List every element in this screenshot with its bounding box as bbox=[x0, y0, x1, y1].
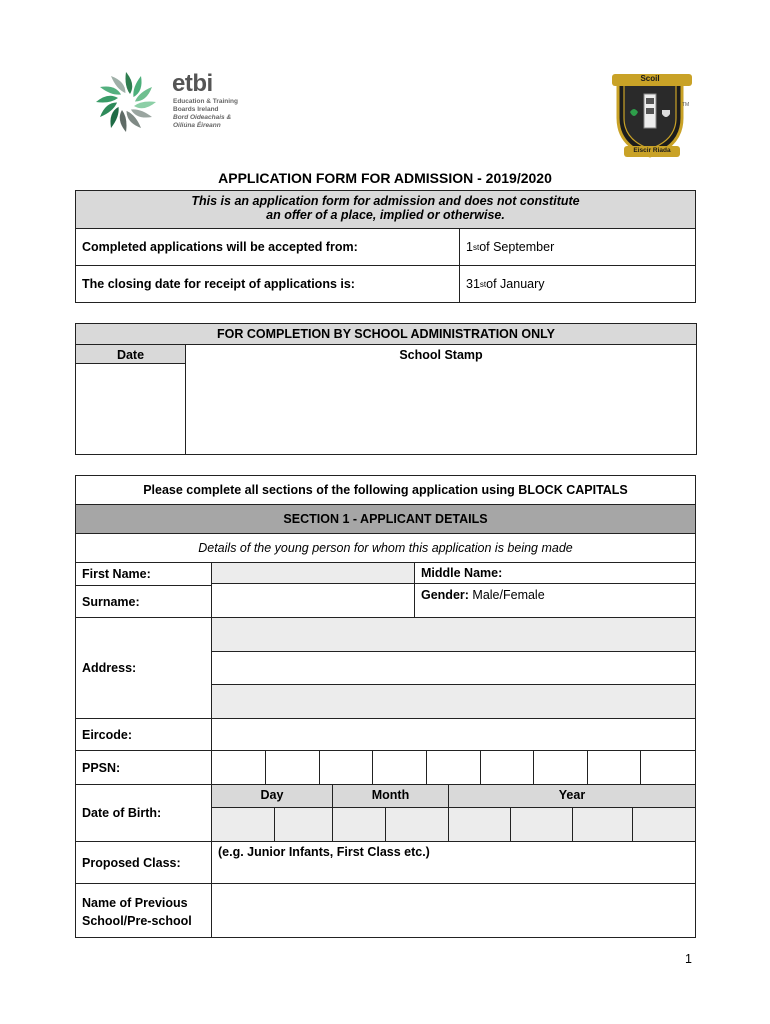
notice-line-1: This is an application form for admission and does not constitute bbox=[191, 194, 580, 208]
previous-school-label: Name of Previous School/Pre-school bbox=[75, 883, 212, 938]
proposed-class-field[interactable] bbox=[211, 841, 696, 884]
proposed-class-hint: (e.g. Junior Infants, First Class etc.) bbox=[218, 845, 430, 859]
surname-label: Surname: bbox=[75, 585, 212, 618]
etbi-logo-name: etbi bbox=[172, 70, 213, 97]
first-name-field[interactable] bbox=[211, 562, 415, 584]
notice-line-2: an offer of a place, implied or otherwise. bbox=[266, 208, 505, 222]
address-line-1[interactable] bbox=[211, 617, 696, 652]
dob-year-box-3[interactable] bbox=[572, 807, 633, 842]
notice-box bbox=[75, 190, 696, 229]
dob-month-box-1[interactable] bbox=[332, 807, 386, 842]
accepted-label: Completed applications will be accepted from: bbox=[76, 229, 460, 265]
first-name-label: First Name: bbox=[75, 562, 212, 586]
admin-date-label: Date bbox=[76, 344, 186, 364]
proposed-class-label: Proposed Class: bbox=[75, 841, 212, 884]
gender-value: Male/Female bbox=[468, 588, 545, 602]
section1-title: SECTION 1 - APPLICANT DETAILS bbox=[75, 504, 696, 534]
ppsn-box-3[interactable] bbox=[319, 750, 373, 785]
ppsn-box-2[interactable] bbox=[265, 750, 320, 785]
etbi-logo-sub: Education & Training Boards Ireland Bord Oideachais & Oiliúna Éireann bbox=[173, 98, 239, 129]
eircode-label: Eircode: bbox=[75, 718, 212, 751]
ppsn-box-5[interactable] bbox=[426, 750, 481, 785]
address-line-2[interactable] bbox=[211, 651, 696, 685]
closing-value: 31 st of January bbox=[466, 277, 545, 291]
dob-label: Date of Birth: bbox=[75, 784, 212, 842]
closing-label: The closing date for receipt of applications is: bbox=[76, 266, 460, 302]
ppsn-box-1[interactable] bbox=[211, 750, 266, 785]
etbi-logo bbox=[92, 68, 252, 138]
block-capitals-instruction: Please complete all sections of the following application using BLOCK CAPITALS bbox=[75, 475, 696, 505]
dob-day-box-2[interactable] bbox=[274, 807, 333, 842]
admin-stamp-field[interactable] bbox=[186, 364, 696, 454]
ppsn-box-6[interactable] bbox=[480, 750, 534, 785]
ppsn-box-9[interactable] bbox=[640, 750, 696, 785]
dob-day-box-1[interactable] bbox=[211, 807, 275, 842]
ppsn-box-7[interactable] bbox=[533, 750, 588, 785]
dob-month-header: Month bbox=[332, 784, 449, 808]
admin-stamp-label: School Stamp bbox=[186, 344, 696, 364]
previous-school-field[interactable] bbox=[211, 883, 696, 938]
eircode-field[interactable] bbox=[211, 718, 696, 751]
address-label: Address: bbox=[75, 617, 212, 719]
surname-field[interactable] bbox=[211, 583, 415, 618]
dob-year-box-4[interactable] bbox=[632, 807, 696, 842]
ppsn-box-4[interactable] bbox=[372, 750, 427, 785]
admin-header: FOR COMPLETION BY SCHOOL ADMINISTRATION ONLY bbox=[76, 324, 696, 344]
section1-subtitle: Details of the young person for whom this application is being made bbox=[75, 533, 696, 563]
ppsn-label: PPSN: bbox=[75, 750, 212, 785]
crest-tm: TM bbox=[682, 102, 690, 108]
ppsn-box-8[interactable] bbox=[587, 750, 641, 785]
admin-box bbox=[75, 323, 697, 455]
crest-text-top: Scoil bbox=[640, 74, 660, 83]
admin-date-field[interactable] bbox=[76, 364, 186, 454]
middle-name-label: Middle Name: bbox=[414, 562, 696, 584]
gender-cell[interactable] bbox=[414, 583, 696, 618]
dob-year-header: Year bbox=[448, 784, 696, 808]
page-number: 1 bbox=[685, 952, 692, 966]
address-line-3[interactable] bbox=[211, 684, 696, 719]
gender-label: Gender: bbox=[421, 588, 469, 602]
dob-year-box-2[interactable] bbox=[510, 807, 573, 842]
school-crest bbox=[610, 72, 694, 160]
date-row-closing bbox=[75, 265, 696, 303]
dob-day-header: Day bbox=[211, 784, 333, 808]
crest-text-bottom: Eiscir Riada bbox=[633, 147, 671, 154]
dob-month-box-2[interactable] bbox=[385, 807, 449, 842]
accepted-value: 1 st of September bbox=[466, 240, 555, 254]
page-title: APPLICATION FORM FOR ADMISSION - 2019/2020 bbox=[218, 170, 552, 186]
date-row-accepted bbox=[75, 228, 696, 266]
dob-year-box-1[interactable] bbox=[448, 807, 511, 842]
etbi-swirl-icon bbox=[92, 68, 160, 136]
